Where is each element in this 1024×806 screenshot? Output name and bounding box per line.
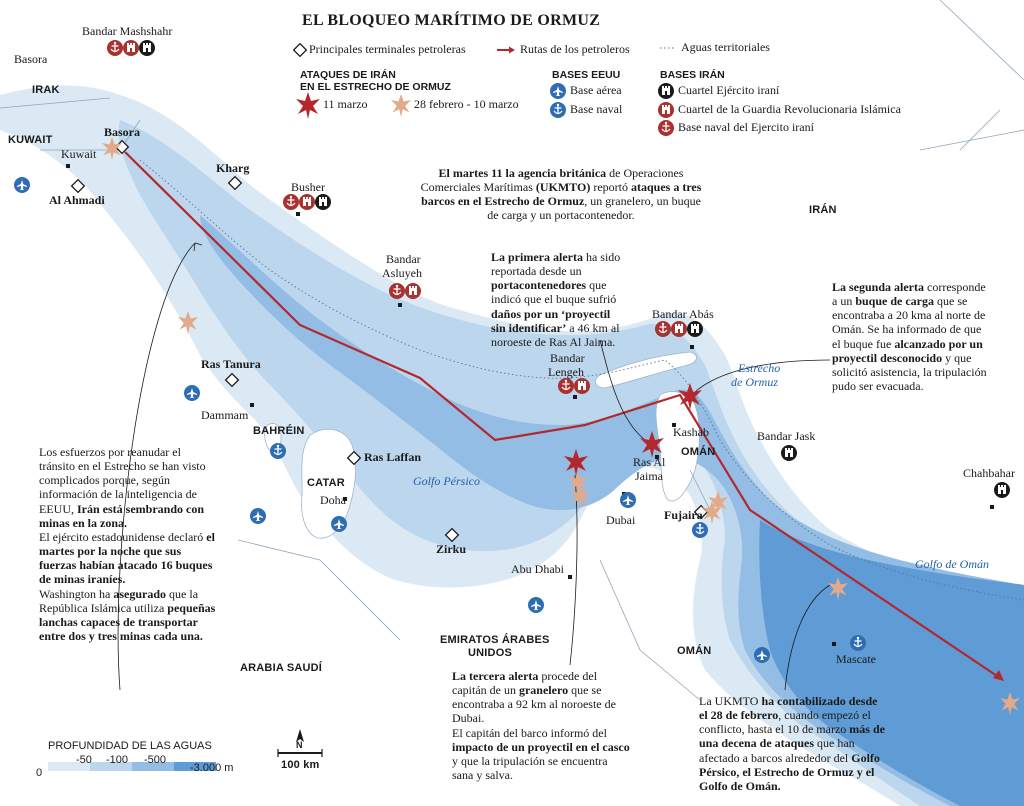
label-dammam: Dammam (201, 408, 249, 422)
iran-army-mashshahr (139, 40, 155, 56)
us-air-base-kuwait (14, 177, 30, 193)
annotation-first-alert (491, 250, 627, 349)
intro-e: ataques a tres barcos en el Estrecho de Ormuz (421, 180, 702, 209)
legend-irgc-label: Cuartel de la Guardia Revolucionaria Islámica (678, 102, 901, 116)
legend-army-icon (658, 83, 674, 99)
first-c: portacontenedores (491, 278, 587, 293)
label-ras-laffan: Ras Laffan (364, 450, 422, 464)
iran-army-abas (687, 321, 703, 337)
label-bandar-lengeh-2: Lengeh (548, 365, 584, 379)
depth-label-50: -50 (76, 754, 92, 766)
iran-army-busher (315, 194, 331, 210)
label-golfo-persico: Golfo Pérsico (413, 474, 480, 488)
iran-naval-busher (283, 194, 299, 210)
legend-attack-mar11-label: 11 marzo (323, 97, 368, 111)
annotation-ukmto-count (699, 694, 889, 793)
us-naval-base-bahrain (270, 443, 286, 459)
first-b: ha sido reportada desde un (491, 250, 621, 279)
label-bandar-abas: Bandar Abás (652, 307, 714, 321)
bottom-c: , cuando empezó el conflicto, hasta el 10 de marzo (699, 708, 871, 737)
iran-naval-abas (655, 321, 671, 337)
iran-army-chahbahar (994, 482, 1010, 498)
depth-label-3000: -3.000 m (190, 762, 234, 774)
third-b: procede del capitán de un (452, 669, 598, 698)
label-estrecho-1: Estrecho (738, 361, 781, 375)
label-ras-al-jaima-2: Jaima (635, 469, 663, 483)
first-d: que indicó que el buque sufrió (491, 278, 617, 307)
bottom-b: ha contabilizado desde el 28 de febrero (699, 694, 878, 723)
us-air-base-oman (754, 647, 770, 663)
depth-label-100: -100 (106, 754, 129, 766)
left-a: Los esfuerzos por reanudar el tránsito en el Estrecho se han visto complicados porque, según información de la inteligencia de EEUU, (39, 445, 206, 516)
label-ras-al-jaima-1: Ras Al (633, 455, 666, 469)
iran-naval-lengeh (558, 378, 574, 394)
intro-d: reportó (590, 180, 631, 195)
iran-naval-mashshahr (107, 40, 123, 56)
us-air-base-abu-dhabi (528, 597, 544, 613)
label-mascate: Mascate (836, 652, 876, 666)
label-zirku: Zirku (436, 542, 467, 556)
legend-iran-bases-title: BASES IRÁN (660, 69, 725, 81)
legend-iran-naval-icon (658, 120, 674, 136)
second-a: La segunda alerta (832, 280, 925, 294)
label-kuwait-country: KUWAIT (8, 134, 53, 146)
legend-attacks-title-2: EN EL ESTRECHO DE ORMUZ (300, 81, 451, 93)
north-label: N (296, 740, 303, 750)
legend-army-label: Cuartel Ejército iraní (678, 83, 780, 97)
legend-air-base-label: Base aérea (570, 83, 622, 97)
second-f: y que solicitó asistencia, la tripulación pudo ser evacuada. (832, 350, 987, 394)
label-doha: Doha (320, 493, 346, 507)
bottom-d: más de una decena de ataques (699, 722, 885, 751)
label-bahrein: BAHRÉIN (253, 425, 305, 437)
first-a: La primera alerta (491, 250, 583, 264)
left-g: que la República Islámica utiliza (39, 586, 199, 615)
label-estrecho-2: de Ormuz (731, 375, 778, 389)
us-air-base-saudi (184, 385, 200, 401)
intro-f: , un granelero, un buque de carga y un portacontenedor. (487, 194, 701, 223)
iran-irgc-abas (671, 321, 687, 337)
label-oman-north: OMÁN (681, 446, 716, 458)
legend-us-bases-title: BASES EEUU (552, 69, 621, 81)
legend-naval-base-icon (550, 102, 566, 118)
legend-waters-label: Aguas territoriales (681, 40, 770, 54)
label-kashab: Kashab (673, 425, 709, 439)
label-abu-dhabi: Abu Dhabi (511, 562, 564, 576)
intro-a: El martes 11 la agencia británica (438, 166, 607, 180)
us-air-base-qatar-1 (250, 508, 266, 524)
legend-naval-base-label: Base naval (570, 102, 623, 116)
third-f: impacto de un proyectil en el casco (452, 739, 630, 754)
left-h: pequeñas lanchas capaces de transportar entre dos y tres minas cada una. (39, 600, 216, 644)
label-basora: Basora (104, 125, 140, 139)
intro-c: (UKMTO) (535, 180, 591, 195)
legend-route-arrow (509, 47, 515, 54)
left-d: el martes por la noche que sus fuerzas habían atacado 16 buques de minas iraníes. (39, 529, 215, 587)
label-kuwait-city: Kuwait (61, 147, 97, 161)
legend-attack-mar11-icon (296, 92, 320, 119)
legend-irgc-icon (658, 102, 674, 118)
first-e: daños por un ‘proyectil sin identificar’ (491, 306, 611, 335)
iran-irgc-lengeh (574, 378, 590, 394)
label-arabia-saudi: ARABIA SAUDÍ (240, 662, 323, 674)
label-bandar-mashshahr: Bandar Mashshahr (82, 24, 173, 38)
legend-attacks-title-1: ATAQUES DE IRÁN (300, 69, 396, 81)
second-e: alcanzado por un proyectil desconocido (832, 336, 983, 365)
iran-irgc-asluyeh (405, 283, 421, 299)
label-emiratos-1: EMIRATOS ÁRABES (440, 634, 550, 646)
intro-b: de Operaciones Comerciales Marítimas (420, 166, 684, 195)
label-oman-south: OMÁN (677, 645, 712, 657)
map-title: EL BLOQUEO MARÍTIMO DE ORMUZ (302, 12, 601, 29)
bottom-f: Golfo Pérsico, el Estrecho de Ormuz y el Golfo de Omán. (699, 750, 880, 793)
iran-irgc-busher (299, 194, 315, 210)
legend-air-base-icon (550, 83, 566, 99)
depth-legend-title: PROFUNDIDAD DE LAS AGUAS (48, 740, 212, 752)
third-e: El capitán del barco informó del (452, 725, 607, 740)
label-fujaira: Fujaira (664, 508, 703, 522)
iran-naval-asluyeh (389, 283, 405, 299)
label-bandar-jask: Bandar Jask (757, 429, 816, 443)
label-busher: Busher (291, 180, 325, 194)
label-irak: IRAK (32, 84, 60, 96)
depth-label-0: 0 (36, 767, 43, 779)
legend-routes-label: Rutas de los petroleros (520, 42, 630, 56)
depth-label-500: -500 (144, 754, 167, 766)
left-b: Irán está sembrando con minas en la zona. (39, 501, 205, 530)
label-bandar-lengeh-1: Bandar (550, 351, 585, 365)
left-c: El ejército estadounidense declaró (39, 529, 207, 544)
third-d: que se encontraba a 92 km al noroeste de Dubai. (452, 683, 616, 726)
label-dubai: Dubai (606, 513, 636, 527)
annotation-second-alert (832, 280, 988, 393)
label-iran: IRÁN (809, 204, 837, 216)
legend-attack-feb-label: 28 febrero - 10 marzo (414, 97, 519, 111)
us-naval-base-mascate (850, 635, 866, 651)
label-bandar-asluyeh-2: Asluyeh (382, 266, 422, 280)
legend-iran-naval-label: Base naval del Ejercito iraní (678, 120, 814, 134)
label-catar: CATAR (307, 477, 345, 489)
label-kharg: Kharg (216, 161, 250, 175)
label-al-ahmadi: Al Ahmadi (49, 193, 105, 207)
annotation-mines (39, 445, 219, 643)
legend-terminal-icon (294, 44, 307, 57)
label-basora-top: Basora (14, 52, 48, 66)
iran-army-jask (781, 445, 797, 461)
legend-attack-feb-icon (391, 94, 411, 117)
left-e: Washington ha (39, 586, 114, 601)
iran-irgc-mashshahr (123, 40, 139, 56)
label-ras-tanura: Ras Tanura (201, 357, 261, 371)
label-chahbahar: Chahbahar (963, 466, 1015, 480)
annotation-intro (418, 166, 704, 223)
second-b: corresponde a un (832, 280, 986, 309)
left-f: asegurado (113, 586, 167, 601)
us-naval-base-fujaira (692, 522, 708, 538)
legend-terminals-label: Principales terminales petroleras (309, 42, 466, 56)
us-air-base-qatar-2 (331, 516, 347, 532)
us-air-base-dubai (620, 492, 636, 508)
label-emiratos-2: UNIDOS (468, 647, 512, 659)
annotation-third-alert (452, 669, 630, 782)
second-c: buque de carga (855, 294, 935, 309)
second-d: que se encontraba a 20 kma al norte de Omán. Se ha informado de que el buque fue (832, 294, 986, 351)
bottom-a: La UKMTO (699, 694, 762, 708)
bottom-e: que han afectado a barcos alrededor del (699, 736, 855, 765)
label-bandar-asluyeh-1: Bandar (386, 252, 421, 266)
scale-label: 100 km (281, 759, 320, 771)
label-golfo-oman: Golfo de Omán (915, 557, 989, 571)
third-c: granelero (518, 683, 569, 698)
first-f: a 46 km al noroeste de Ras Al Jaima. (491, 320, 620, 349)
third-a: La tercera alerta (452, 669, 539, 683)
third-g: y que la tripulación se encuentra sana y salva. (452, 753, 608, 783)
